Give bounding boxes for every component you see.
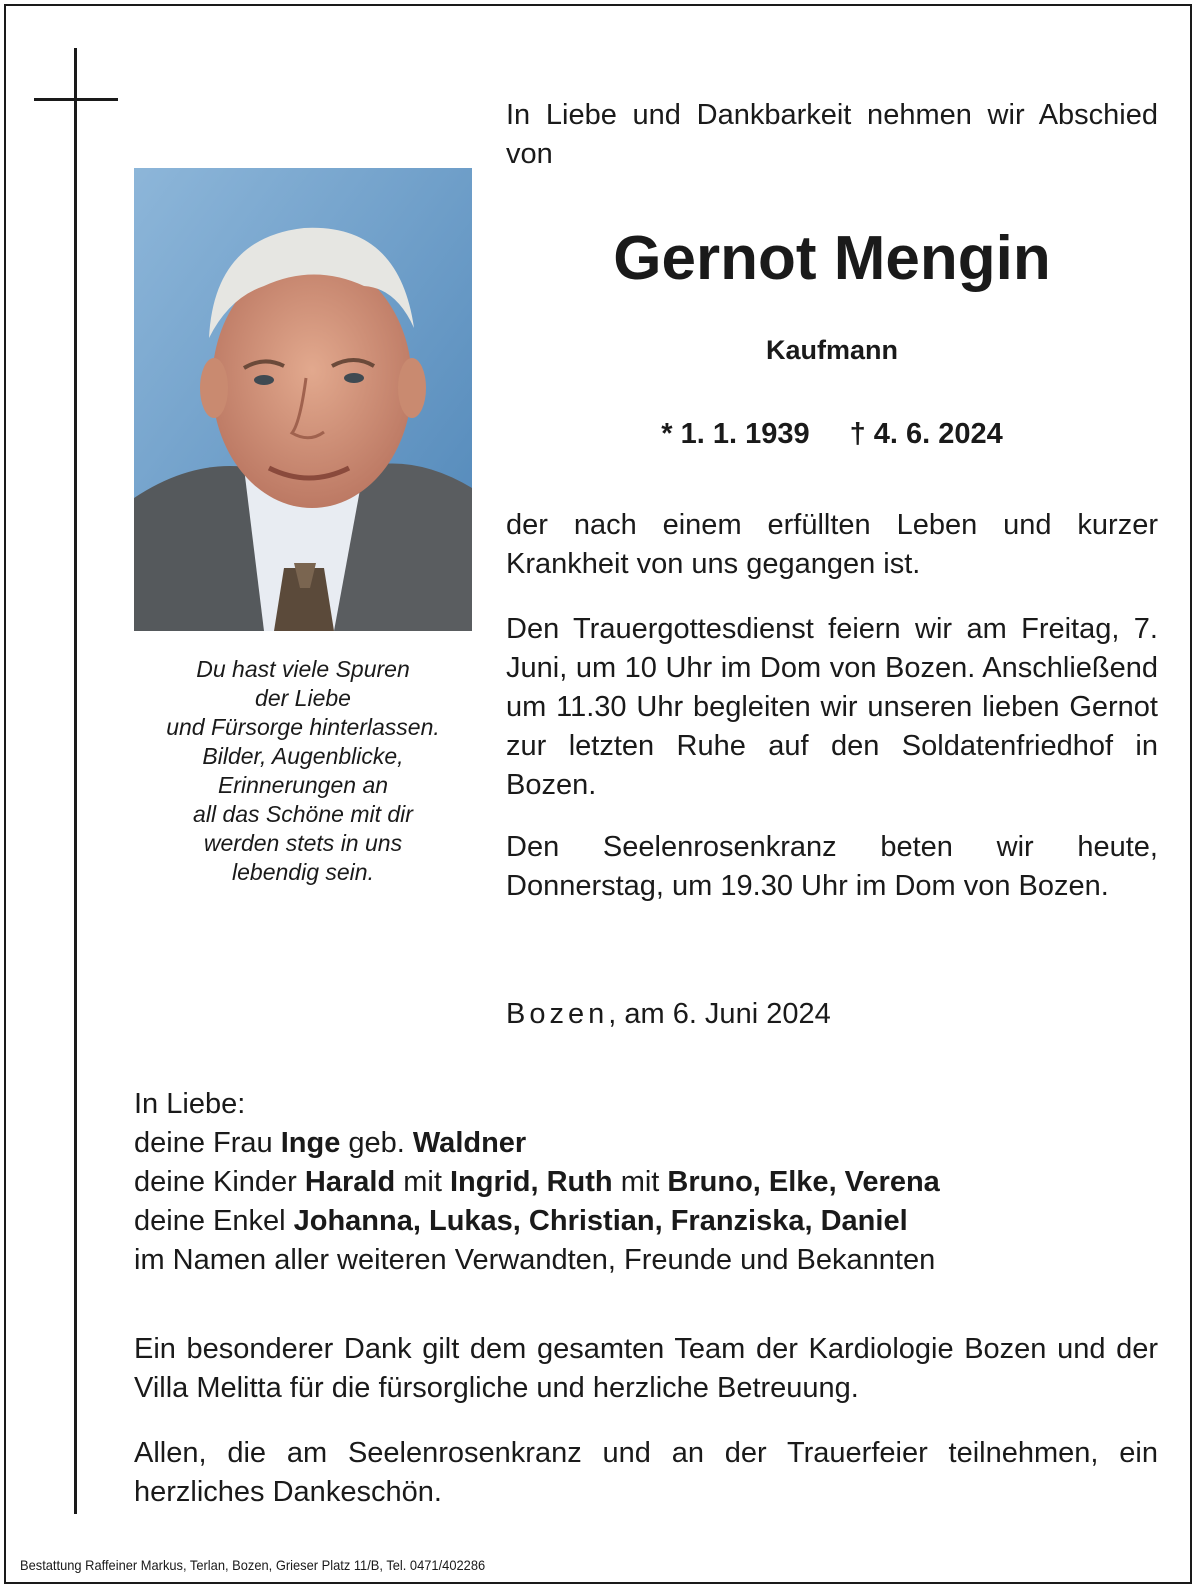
- profession: Kaufmann: [765, 335, 898, 365]
- poem-line: Bilder, Augenblicke,: [202, 743, 404, 769]
- poem-line: Du hast viele Spuren: [196, 656, 410, 682]
- poem-line: der Liebe: [255, 685, 351, 711]
- place-date: [506, 995, 1158, 1034]
- poem: [134, 655, 472, 887]
- poem-line: Erinnerungen an: [217, 772, 389, 798]
- family-grandchildren: deine Enkel Johanna, Lukas, Christian, Franziska, Daniel: [134, 1205, 908, 1237]
- poem-line: werden stets in uns: [203, 830, 403, 856]
- paragraph-passing: der nach einem erfüllten Leben und kurzer Krankheit von uns gegangen ist.: [506, 509, 1158, 580]
- death-date: † 4. 6. 2024: [849, 418, 1003, 450]
- portrait-photo: [134, 168, 472, 631]
- family-signatures: [134, 1085, 1164, 1280]
- place-date-text: , am 6. Juni 2024: [608, 998, 831, 1030]
- cross-icon-bar: [34, 98, 118, 101]
- family-children: deine Kinder Harald mit Ingrid, Ruth mit Bruno, Elke, Verena: [134, 1166, 940, 1198]
- life-dates: [506, 416, 1158, 452]
- family-others: im Namen aller weiteren Verwandten, Freunde und Bekannten: [134, 1244, 936, 1276]
- poem-line: lebendig sein.: [232, 859, 374, 885]
- thanks-paragraph: Ein besonderer Dank gilt dem gesamten Team der Kardiologie Bozen und der Villa Melitta für die fürsorgliche und herzliche Betreuung.: [134, 1333, 1158, 1404]
- funeral-home-footer: Bestattung Raffeiner Markus, Terlan, Bozen, Grieser Platz 11/B, Tel. 0471/402286: [20, 1557, 486, 1573]
- family-wife: deine Frau Inge geb. Waldner: [134, 1127, 527, 1159]
- poem-line: und Fürsorge hinterlassen.: [166, 714, 440, 740]
- deceased-name: Gernot Mengin: [613, 224, 1051, 293]
- paragraph-service: Den Trauergottesdienst feiern wir am Freitag, 7. Juni, um 10 Uhr im Dom von Bozen. Anschließend um 11.30 Uhr begleiten wir unseren lieben Gernot zur letzten Ruhe auf den Soldatenfriedhof in Bozen.: [506, 613, 1158, 801]
- poem-line: all das Schöne mit dir: [193, 801, 413, 827]
- cross-icon: [74, 48, 77, 1514]
- family-heading: In Liebe:: [134, 1088, 246, 1120]
- place-city: Bozen: [506, 998, 609, 1030]
- intro-text: In Liebe und Dankbarkeit nehmen wir Abschied von: [506, 99, 1158, 170]
- thanks-paragraph: Allen, die am Seelenrosenkranz und an der Trauerfeier teilnehmen, ein herzliches Dankeschön.: [134, 1437, 1158, 1508]
- birth-date: * 1. 1. 1939: [661, 418, 810, 450]
- paragraph-rosary: Den Seelenrosenkranz beten wir heute, Donnerstag, um 19.30 Uhr im Dom von Bozen.: [506, 831, 1158, 902]
